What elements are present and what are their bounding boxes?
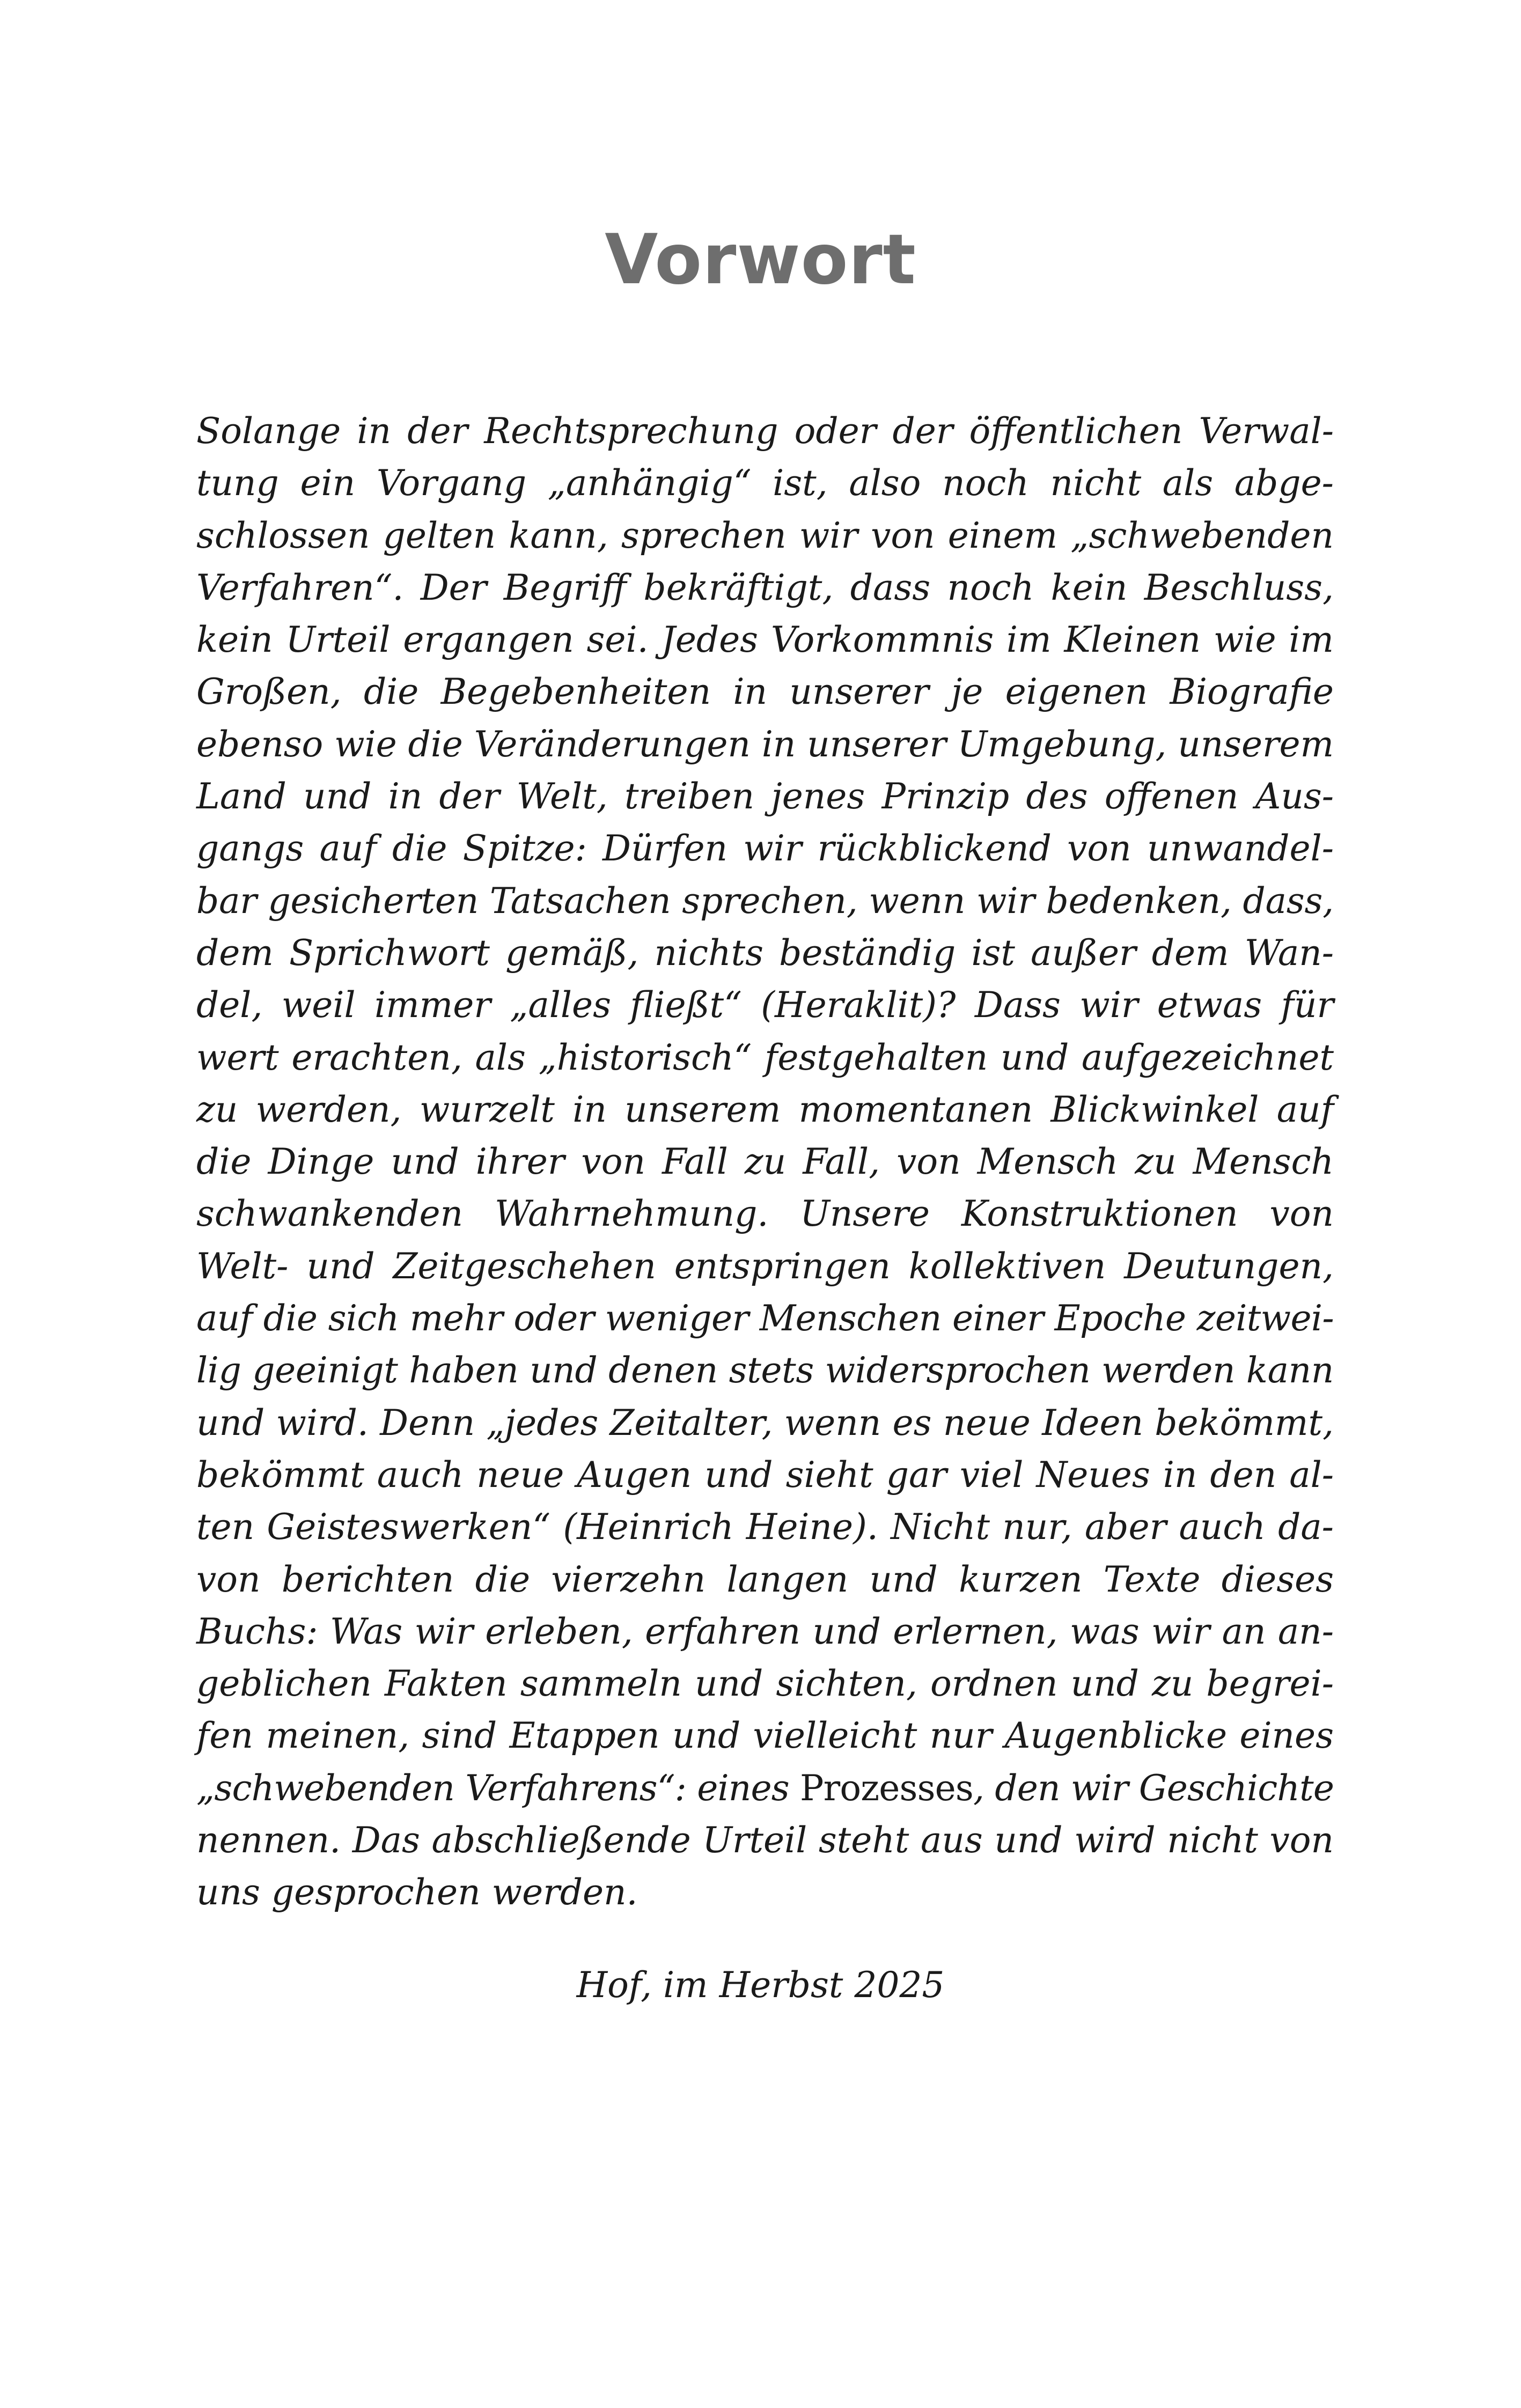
place-date-signature: Hof, im Herbst 2025	[576, 1964, 945, 2006]
text-line: bekömmt auch neue Augen und sieht gar viel Neues in den al-	[196, 1454, 1334, 1496]
text-line: zu werden, wurzelt in unserem momentanen Blickwinkel auf	[196, 1088, 1334, 1130]
text-line: die Dinge und ihrer von Fall zu Fall, von Mensch zu Mensch	[196, 1141, 1334, 1183]
preface-text	[196, 405, 1334, 1919]
text-line: auf die sich mehr oder weniger Menschen einer Epoche zeitwei-	[196, 1298, 1334, 1339]
text-line: wert erachten, als „historisch“ festgehalten und aufgezeichnet	[196, 1036, 1334, 1078]
text-line: von berichten die vierzehn langen und kurzen Texte dieses	[196, 1558, 1334, 1600]
text-segment: „schwebenden Verfahrens“: eines	[196, 1767, 800, 1809]
text-line: nennen. Das abschließende Urteil steht aus und wird nicht von	[196, 1820, 1334, 1861]
text-line: kein Urteil ergangen sei. Jedes Vorkommnis im Kleinen wie im	[196, 619, 1334, 661]
text-line: bar gesicherten Tatsachen sprechen, wenn wir bedenken, dass,	[196, 880, 1334, 922]
text-line: Buchs: Was wir erleben, erfahren und erlernen, was wir an an-	[196, 1610, 1334, 1652]
text-line: schwankenden Wahrnehmung. Unsere Konstruktionen von	[196, 1193, 1334, 1235]
upright-word: Prozesses	[800, 1767, 973, 1809]
text-line: Großen, die Begebenheiten in unserer je eigenen Biografie	[196, 671, 1334, 713]
text-line: Welt- und Zeitgeschehen entspringen kollektiven Deutungen,	[196, 1245, 1334, 1287]
text-line: del, weil immer „alles fließt“ (Heraklit)? Dass wir etwas für	[196, 984, 1334, 1026]
text-line: fen meinen, sind Etappen und vielleicht nur Augenblicke eines	[196, 1715, 1334, 1757]
text-line: gangs auf die Spitze: Dürfen wir rückblickend von unwandel-	[196, 828, 1334, 870]
text-line: schlossen gelten kann, sprechen wir von einem „schwebenden	[196, 514, 1334, 556]
text-line: Solange in der Rechtsprechung oder der öffentlichen Verwal-	[196, 410, 1334, 452]
text-line: Verfahren“. Der Begriff bekräftigt, dass noch kein Beschluss,	[196, 566, 1334, 608]
text-line	[196, 1762, 1334, 1814]
text-line: ten Geisteswerken“ (Heinrich Heine). Nicht nur, aber auch da-	[196, 1506, 1334, 1548]
text-line-last: uns gesprochen werden.	[196, 1872, 638, 1913]
text-line: Land und in der Welt, treiben jenes Prinzip des offenen Aus-	[196, 776, 1334, 818]
text-line: dem Sprichwort gemäß, nichts beständig ist außer dem Wan-	[196, 932, 1334, 974]
page-title: Vorwort	[605, 220, 916, 300]
text-line: geblichen Fakten sammeln und sichten, ordnen und zu begrei-	[196, 1663, 1334, 1705]
text-line: ebenso wie die Veränderungen in unserer Umgebung, unserem	[196, 723, 1334, 765]
text-line: tung ein Vorgang „anhängig“ ist, also noch nicht als abge-	[196, 462, 1334, 504]
text-line: lig geeinigt haben und denen stets widersprochen werden kann	[196, 1350, 1334, 1391]
text-line: und wird. Denn „jedes Zeitalter, wenn es neue Ideen bekömmt,	[196, 1402, 1334, 1444]
text-segment: , den wir Geschichte	[973, 1767, 1334, 1809]
